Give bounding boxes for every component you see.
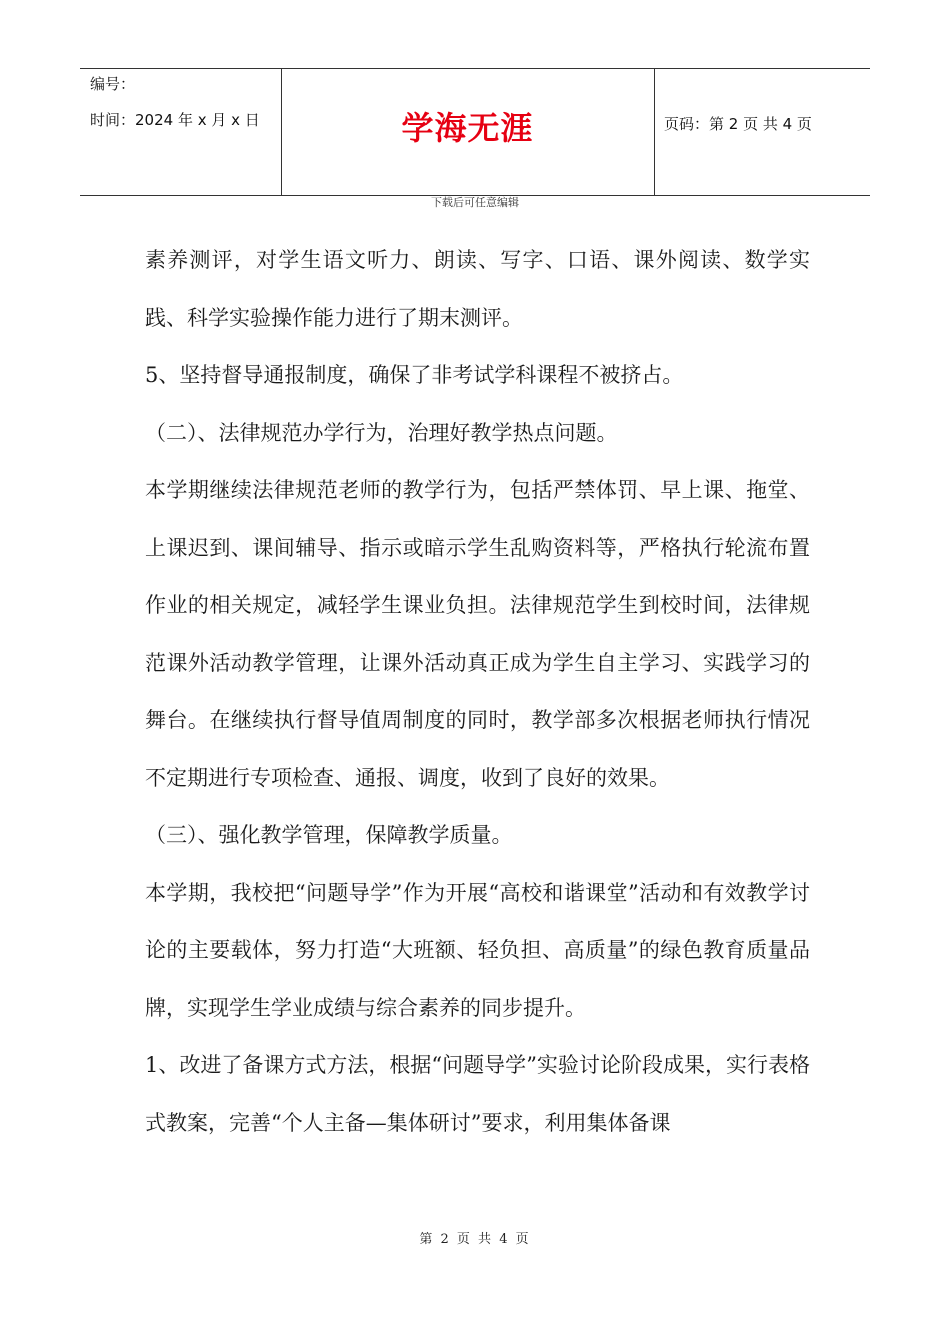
document-header bbox=[80, 68, 870, 196]
header-time-label: 时间：2024 年 x 月 x 日 bbox=[90, 111, 260, 129]
header-divider-right bbox=[654, 69, 655, 195]
document-body bbox=[145, 232, 810, 1152]
paragraph-5: 1、改进了备课方式方法，根据“问题导学”实验讨论阶段成果，实行表格式教案，完善“个人主备—集体研讨”要求，利用集体备课 bbox=[145, 1053, 810, 1135]
header-brand-title: 学海无涯 bbox=[401, 109, 534, 147]
page-footer: 第 2 页 共 4 页 bbox=[419, 1232, 531, 1247]
section-heading-2: （二）、法律规范办学行为，治理好教学热点问题。 bbox=[145, 420, 618, 445]
header-page-label: 页码：第 2 页 共 4 页 bbox=[664, 115, 812, 133]
header-number-label: 编号： bbox=[90, 75, 136, 93]
editable-note: 下载后可任意编辑 bbox=[431, 196, 519, 209]
paragraph-1: 素养测评，对学生语文听力、朗读、写字、口语、课外阅读、数学实践、科学实验操作能力进行了期末测评。 bbox=[145, 248, 810, 330]
paragraph-2: 5、坚持督导通报制度，确保了非考试学科课程不被挤占。 bbox=[145, 363, 684, 387]
section-heading-3: （三）、强化教学管理，保障教学质量。 bbox=[145, 823, 513, 847]
paragraph-3: 本学期继续法律规范老师的教学行为，包括严禁体罚、早上课、拖堂、上课迟到、课间辅导、指示或暗示学生乱购资料等，严格执行轮流布置作业的相关规定，减轻学生课业负担。法律规范学生到校时间，法律规范课外活动教学管理，让课外活动真正成为学生自主学习、实践学习的舞台。在继续执行督导值周制度的同时，教学部多次根据老师执行情况不定期进行专项检查、通报、调度，收到了良好的效果。 bbox=[145, 478, 810, 790]
paragraph-4: 本学期，我校把“问题导学”作为开展“高校和谐课堂”活动和有效教学讨论的主要载体，努力打造“大班额、轻负担、高质量”的绿色教育质量品牌，实现学生学业成绩与综合素养的同步提升。 bbox=[145, 880, 810, 1020]
